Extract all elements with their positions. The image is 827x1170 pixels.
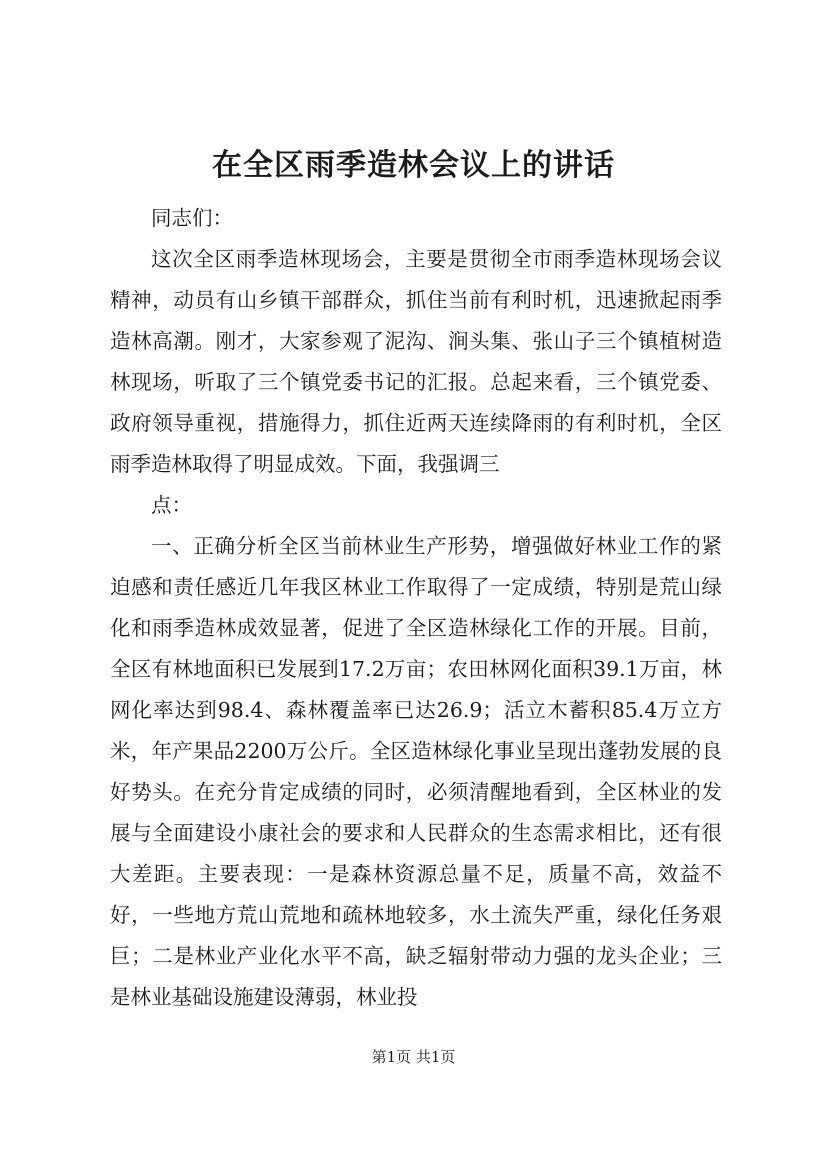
document-title: 在全区雨季造林会议上的讲话 — [212, 148, 615, 183]
page-footer: 第1页 共1页 — [371, 1048, 456, 1066]
paragraph-2: 点： — [151, 493, 192, 517]
document-body — [110, 198, 722, 1018]
paragraph-1: 这次全区雨季造林现场会，主要是贯彻全市雨季造林现场会议精神，动员有山乡镇干部群众，抓住当前有利时机，迅速掀起雨季造林高潮。刚才，大家参观了泥沟、涧头集、张山子三个镇植树造林现场，听取了三个镇党委书记的汇报。总起来看，三个镇党委、政府领导重视，措施得力，抓住近两天连续降雨的有利时机，全区雨季造林取得了明显成效。下面，我强调三 — [110, 247, 722, 476]
salutation: 同志们： — [151, 206, 233, 230]
paragraph-3: 一、正确分析全区当前林业生产形势，增强做好林业工作的紧迫感和责任感近几年我区林业工作取得了一定成绩，特别是荒山绿化和雨季造林成效显著，促进了全区造林绿化工作的开展。目前，全区有林地面积已发展到17.2万亩；农田林网化面积39.1万亩，林网化率达到98.4、森林覆盖率已达26.9；活立木蓄积85.4万立方米，年产果品2200万公斤。全区造林绿化事业呈现出蓬勃发展的良好势头。在充分肯定成绩的同时，必须清醒地看到，全区林业的发展与全面建设小康社会的要求和人民群众的生态需求相比，还有很大差距。主要表现：一是森林资源总量不足，质量不高，效益不好，一些地方荒山荒地和疏林地较多，水土流失严重，绿化任务艰巨；二是林业产业化水平不高，缺乏辐射带动力强的龙头企业；三是林业基础设施建设薄弱，林业投 — [110, 534, 722, 1009]
